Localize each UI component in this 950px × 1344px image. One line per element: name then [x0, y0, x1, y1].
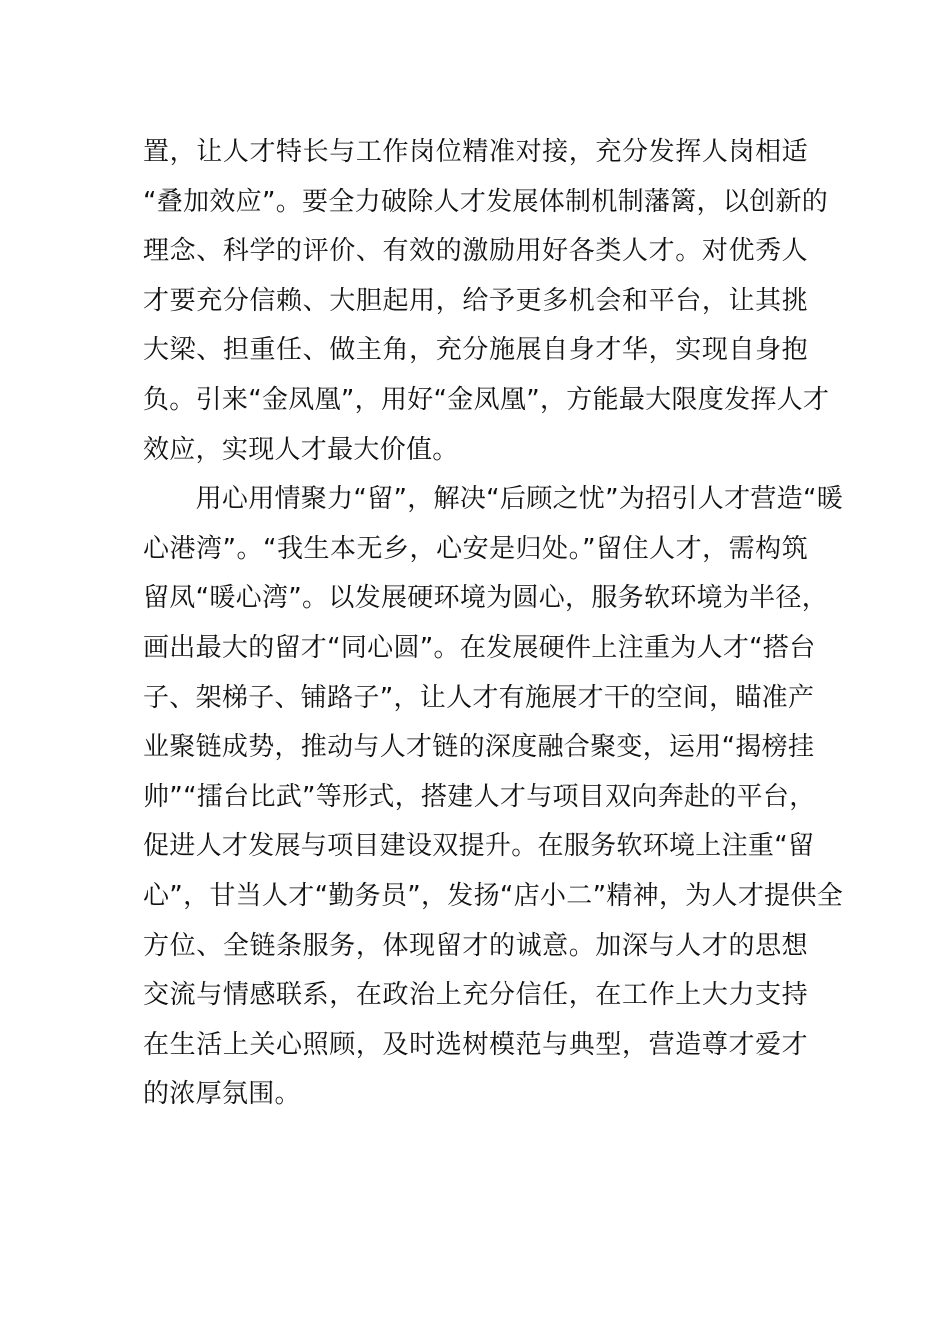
text-line: 画出最大的留才“同心圆”。在发展硬件上注重为人才“搭台: [143, 632, 816, 663]
body-text: [143, 128, 844, 1120]
text-line: 才要充分信赖、大胆起用，给予更多机会和平台，让其挑: [143, 285, 808, 316]
text-line: 交流与情感联系，在政治上充分信任，在工作上大力支持: [143, 980, 808, 1011]
text-line: 用心用情聚力“留”，解决“后顾之忧”为招引人才营造“暖: [143, 484, 844, 515]
text-line: “叠加效应”。要全力破除人才发展体制机制藩篱，以创新的: [143, 186, 829, 217]
text-line: 子、架梯子、铺路子”，让人才有施展才干的空间，瞄准产: [143, 682, 815, 713]
paragraph-1: [143, 128, 830, 475]
text-line: 在生活上关心照顾，及时选树模范与典型，营造尊才爱才: [143, 1029, 808, 1060]
text-line: 的浓厚氛围。: [143, 1079, 301, 1110]
text-line: 效应，实现人才最大价值。: [143, 434, 459, 465]
text-line: 促进人才发展与项目建设双提升。在服务软环境上注重“留: [143, 831, 815, 862]
text-line: 留凤“暖心湾”。以发展硬环境为圆心，服务软环境为半径，: [143, 583, 829, 614]
text-line: 帅”“擂台比武”等形式，搭建人才与项目双向奔赴的平台，: [143, 781, 816, 812]
text-line: 心港湾”。“我生本无乡，心安是归处。”留住人才，需构筑: [143, 533, 808, 564]
paragraph-2: [143, 475, 844, 1120]
text-line: 方位、全链条服务，体现留才的诚意。加深与人才的思想: [143, 930, 808, 961]
text-line: 心”，甘当人才“勤务员”，发扬“店小二”精神，为人才提供全: [143, 880, 844, 911]
text-line: 大梁、担重任、做主角，充分施展自身才华，实现自身抱: [143, 335, 808, 366]
text-line: 置，让人才特长与工作岗位精准对接，充分发挥人岗相适: [143, 137, 808, 167]
text-line: 业聚链成势，推动与人才链的深度融合聚变，运用“揭榜挂: [143, 732, 815, 763]
text-line: 负。引来“金凤凰”，用好“金凤凰”，方能最大限度发挥人才: [143, 384, 830, 415]
text-line: 理念、科学的评价、有效的激励用好各类人才。对优秀人: [143, 236, 808, 267]
